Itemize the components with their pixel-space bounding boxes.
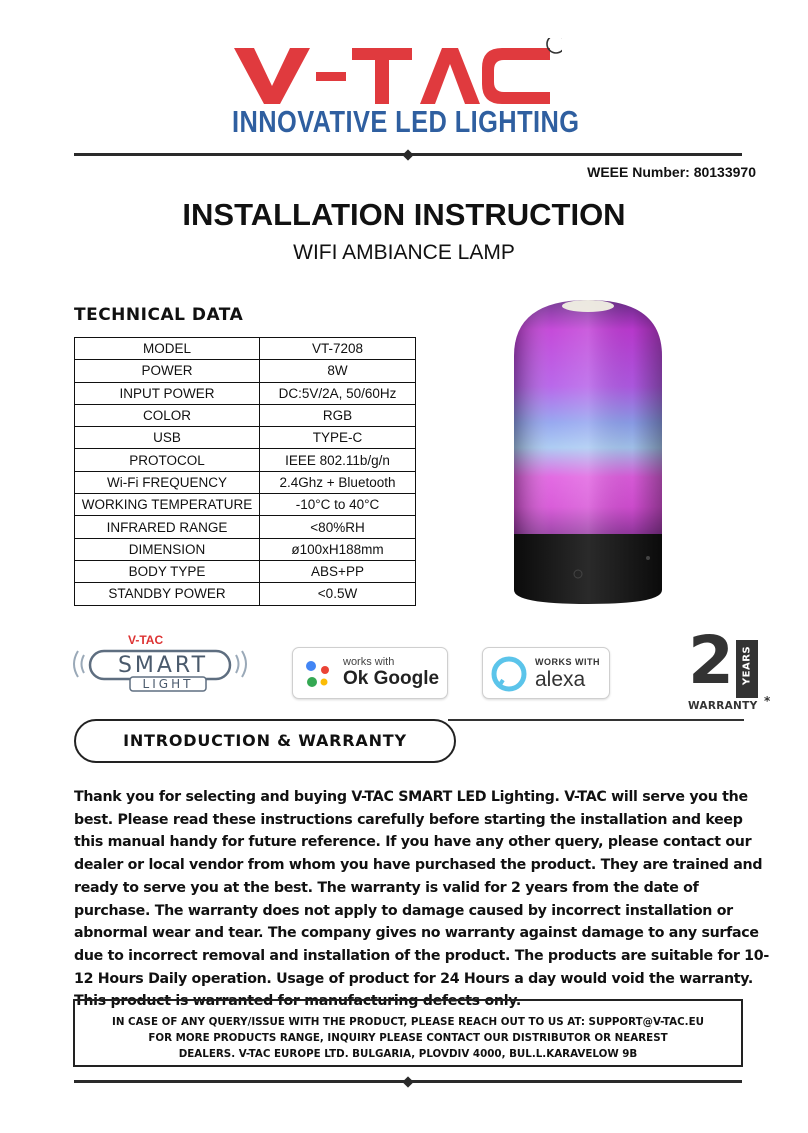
v-tac-logo <box>232 38 562 108</box>
spec-key: USB <box>75 427 260 449</box>
google-works-with: works with <box>343 656 395 668</box>
contact-line-1: IN CASE OF ANY QUERY/ISSUE WITH THE PRODUCT, PLEASE REACH OUT TO US AT: SUPPORT@V-TAC.EU <box>112 1016 704 1028</box>
spec-row <box>75 516 416 538</box>
spec-key: PROTOCOL <box>75 449 260 471</box>
smart-badge-smart: SMART <box>117 653 209 678</box>
alexa-ring-icon <box>491 656 527 692</box>
spec-row <box>75 338 416 360</box>
spec-value: 2.4Ghz + Bluetooth <box>260 471 416 493</box>
spec-value: ø100xH188mm <box>260 538 416 560</box>
spec-value: TYPE-C <box>260 427 416 449</box>
alexa-works-with: WORKS WITH <box>535 657 600 667</box>
warranty-label: WARRANTY <box>688 700 758 712</box>
warranty-years: YEARS <box>741 645 753 686</box>
spec-key: WORKING TEMPERATURE <box>75 494 260 516</box>
works-with-alexa-badge <box>482 647 610 699</box>
spec-row <box>75 449 416 471</box>
spec-value: ABS+PP <box>260 560 416 582</box>
brand-tagline: INNOVATIVE LED LIGHTING <box>232 104 580 139</box>
spec-row <box>75 560 416 582</box>
weee-value: 80133970 <box>693 164 756 180</box>
google-ok-google: Ok Google <box>343 668 440 689</box>
spec-key: STANDBY POWER <box>75 583 260 605</box>
intro-body: Thank you for selecting and buying V-TAC SMART LED Lighting. V-TAC will serve you the best. Please read these instructions carefully before starting the installation and keep this manual handy for future reference. If you have any other query, please contact our dealer or local vendor from whom you have purchased the product. They are trained and ready to serve you at the best. The warranty is valid for 2 years from the date of purchase. The warranty does not apply to damage caused by incorrect installation or abnormal wear and tear. The company gives no warranty against damage to any surface due to incorrect removal and installation of the product. The products are suitable for 10-12 Hours Daily operation. Usage of product for 24 Hours a day would void the warranty. This product is warranted for manufacturing defects only. <box>74 789 769 1010</box>
page-subtitle: WIFI AMBIANCE LAMP <box>293 241 515 264</box>
header-divider-diamond <box>402 149 413 160</box>
intro-warranty-heading <box>74 719 456 763</box>
smart-badge-light: LIGHT <box>142 677 194 691</box>
google-assistant-icon <box>305 660 331 688</box>
warranty-number: 2 <box>688 622 734 699</box>
contact-line-2: FOR MORE PRODUCTS RANGE, INQUIRY PLEASE CONTACT OUR DISTRIBUTOR OR NEAREST <box>148 1032 668 1044</box>
works-with-google-badge <box>292 647 448 699</box>
spec-value: DC:5V/2A, 50/60Hz <box>260 382 416 404</box>
contact-info-box <box>73 999 743 1067</box>
technical-data-table <box>74 337 416 606</box>
spec-key: COLOR <box>75 404 260 426</box>
spec-value: -10°C to 40°C <box>260 494 416 516</box>
technical-data-heading: TECHNICAL DATA <box>74 305 244 325</box>
spec-value: <80%RH <box>260 516 416 538</box>
registered-mark-icon <box>547 38 562 53</box>
spec-row <box>75 583 416 605</box>
spec-row <box>75 471 416 493</box>
spec-row <box>75 427 416 449</box>
alexa-name: alexa <box>535 668 586 691</box>
intro-divider <box>448 719 744 721</box>
spec-key: Wi-Fi FREQUENCY <box>75 471 260 493</box>
spec-key: DIMENSION <box>75 538 260 560</box>
spec-row <box>75 538 416 560</box>
spec-value: 8W <box>260 360 416 382</box>
lamp-product-image <box>508 296 668 608</box>
spec-key: INPUT POWER <box>75 382 260 404</box>
two-year-warranty-badge <box>688 622 774 718</box>
page-title: INSTALLATION INSTRUCTION <box>182 197 626 232</box>
smart-badge-brand: V-TAC <box>128 633 164 647</box>
spec-value: VT-7208 <box>260 338 416 360</box>
footer-divider-diamond <box>402 1076 413 1087</box>
spec-key: POWER <box>75 360 260 382</box>
contact-line-3: DEALERS. V-TAC EUROPE LTD. BULGARIA, PLOVDIV 4000, BUL.L.KARAVELOW 9B <box>178 1048 638 1060</box>
intro-heading-text: INTRODUCTION & WARRANTY <box>123 731 407 750</box>
spec-key: INFRARED RANGE <box>75 516 260 538</box>
spec-key: BODY TYPE <box>75 560 260 582</box>
spec-value: IEEE 802.11b/g/n <box>260 449 416 471</box>
warranty-star: * <box>764 694 771 708</box>
spec-row <box>75 360 416 382</box>
spec-row <box>75 404 416 426</box>
spec-row <box>75 382 416 404</box>
weee-number <box>560 164 756 180</box>
spec-row <box>75 494 416 516</box>
spec-key: MODEL <box>75 338 260 360</box>
weee-label: WEEE Number: <box>587 164 690 180</box>
spec-value: <0.5W <box>260 583 416 605</box>
spec-value: RGB <box>260 404 416 426</box>
